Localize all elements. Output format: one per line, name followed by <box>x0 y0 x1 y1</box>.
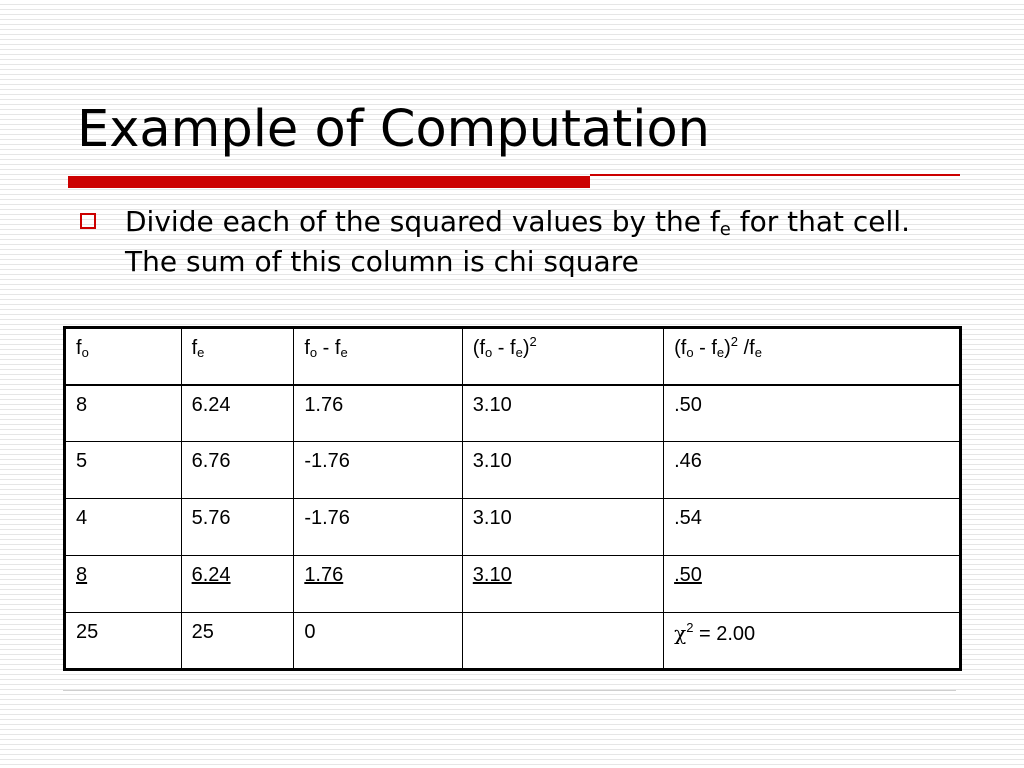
header-squared-difference: $(f_o - f_e)^2$ <box>462 328 663 385</box>
cell: 5 <box>65 442 182 499</box>
computation-table <box>63 326 962 671</box>
cell: -1.76 <box>294 442 462 499</box>
table-row <box>65 385 961 442</box>
cell: 3.10 <box>462 385 663 442</box>
title-underline-thin <box>590 174 960 176</box>
cell: .50 <box>664 556 961 613</box>
bullet-text-subscript: e <box>719 219 731 240</box>
total-difference: 0 <box>294 613 462 670</box>
title-underline-bar <box>68 176 590 188</box>
bullet-text-part2: for that cell. The sum of this column is chi square <box>125 205 910 278</box>
cell: 5.76 <box>181 499 294 556</box>
cell: 3.10 <box>462 556 663 613</box>
total-squared <box>462 613 663 670</box>
header-fo: $f_o$ <box>65 328 182 385</box>
table-total-row <box>65 613 961 670</box>
cell: 8 <box>65 385 182 442</box>
header-chi-component: $(f_o - f_e)^2$ $/f_e$ <box>664 328 961 385</box>
cell: -1.76 <box>294 499 462 556</box>
cell: 6.24 <box>181 556 294 613</box>
footer-divider <box>63 690 956 691</box>
cell: 4 <box>65 499 182 556</box>
cell: 6.76 <box>181 442 294 499</box>
slide-title: Example of Computation <box>77 100 710 159</box>
table-header-row <box>65 328 961 385</box>
chi-square-result: $\chi^2 = 2.00$ <box>664 613 961 670</box>
cell: 3.10 <box>462 442 663 499</box>
header-difference: $f_o - f_e$ <box>294 328 462 385</box>
total-fo: 25 <box>65 613 182 670</box>
cell: 3.10 <box>462 499 663 556</box>
total-fe: 25 <box>181 613 294 670</box>
table-row <box>65 442 961 499</box>
hollow-square-bullet-icon <box>80 213 96 229</box>
cell: .54 <box>664 499 961 556</box>
bullet-text <box>125 202 955 282</box>
cell: 1.76 <box>294 556 462 613</box>
cell: .50 <box>664 385 961 442</box>
table-row <box>65 556 961 613</box>
bullet-text-part1: Divide each of the squared values by the f <box>125 205 720 238</box>
cell: 1.76 <box>294 385 462 442</box>
cell: .46 <box>664 442 961 499</box>
cell: 8 <box>65 556 182 613</box>
cell: 6.24 <box>181 385 294 442</box>
header-fe: $f_e$ <box>181 328 294 385</box>
table-row <box>65 499 961 556</box>
